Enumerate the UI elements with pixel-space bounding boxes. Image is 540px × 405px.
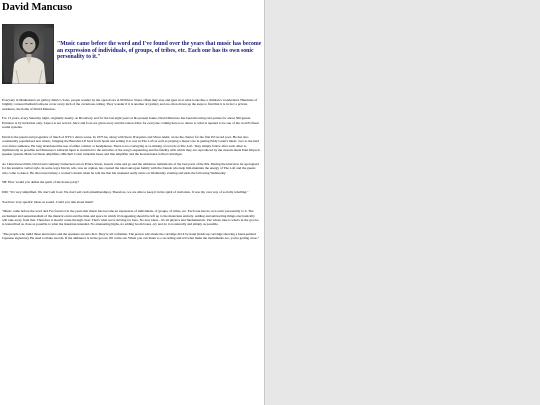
pull-quote: "Music came before the word and I've found over the years that music has become an expression of individuals, of groups, of tribes, etc. Each one has its own sonic personality to it." (57, 41, 262, 61)
interview-answer-3: "The people who build these electronics and the speakers are into that. They're all craftsmen. The person who made the cartridge did it by hand (holds up cartridge showing a hand-painted Japanese signature). He used to make swords. If the ambience is in the groove it'll come out. When you can listen to a recording and tell what make the instruments are, you're getting close." (2, 232, 260, 241)
portrait-photo (2, 24, 54, 84)
article-content (0, 0, 264, 405)
interview-answer-1: DM: "It's very simplified. We don't sell food. We don't sell cards (memberships). Therefore, we are able to keep it in the spirit of invitation. It was my own way of socially rebelling." (2, 190, 249, 195)
page-title: David Mancuso (2, 2, 73, 13)
empty-side-panel (264, 0, 540, 405)
paragraph-3: David is the parent and progenitor of much of NYC's dance scene. In 1975 he, along with Steve D'Aquisto and Vince Aletti, wrote the charter for the first DJ record pool. He has also consistently popularised new music, bringing the Barrabas LP back from Spain and selling it at cost in The Loft as well as playing a major role in getting Eddy Grant's music over to the hard core dance audience. He long abandoned the use of either a mixer or headphones. There is no overlaying or re-mixing of records at The Loft. They simply follow after each other as rhythmically as possible and Mancuso's editorial input is restricted to the narrative of the song's sequencing and the fidelity with which they are reproduced by the custom-made Paul Klipsch speaker system, Mark Levinson amplifiers, Mitchell Cotter turntable bases and line amplifier and the Koestu hand-crafted cartridges. (2, 134, 260, 157)
paragraph-1: Everyday in Manhattan's art gallery district, Soho, people wander by the open doors at 99 Prince Street. Often they stop and gaze in at what looks like a children's wonderland. Hundreds of brightly coloured helium balloons cover every inch of the cavernous ceiling. They wonder if it is another art gallery and are often drawn up the steps to find that it is in fact a private residence, the home of David Mancuso. (2, 98, 258, 111)
paragraph-2: For 13 years, every Saturday night, originally nearby on Broadway and for the last eight years at his present home, David Mancuso has been throwing rent parties for about 500 guests. Entrance is by invitation only. Liquor is not served. Juice and food are given away and the raison d'être for everyone coming here is to dance to what is reputed to be one of the world's finest sound systems. (2, 116, 259, 130)
interview-question-1: SH: How would you define the spirit of the house party? (2, 180, 79, 185)
paragraph-4: As I interviewed him, David and company barbecued out on Prince Street. Guests come and go and the ambience reminds me of the best parts of the 60s. During the interview he apologised for his tentative verbal style. In some ways David, who was an orphan, has created the ideal surrogate family with the friends who help him maintain the energy of The Loft and the guests who come to dance. He discovered many a worker's dream when he told me that his weekend really starts on Wednesday evening and ends the following Wednesday. (2, 162, 259, 175)
interview-question-2: You have very specific ideas on sound. Could you talk about them? (2, 199, 94, 204)
interview-answer-2: "Music came before the word and I've found over the years that music has become an expression of individuals, of groups, of tribes, etc. Each one has its own sonic personality to it. The excitement and sensationalism of the musical event and the time and space in which it's happening should be left up to the musicians entirely. Adding and subtracting things electronically will take away from that. Therefore it doesn't come through clear. That's what we're striving for here. No new ideas - it's all physics and fundamentals. The whole idea is what's in the groove is transcribed as close as possible to what the musician intended. No attenuating highs, no adding boom boxes -try and do it as naturally and simply as possible. (2, 209, 259, 227)
portrait-image-icon (2, 24, 54, 84)
article-body (2, 98, 260, 246)
